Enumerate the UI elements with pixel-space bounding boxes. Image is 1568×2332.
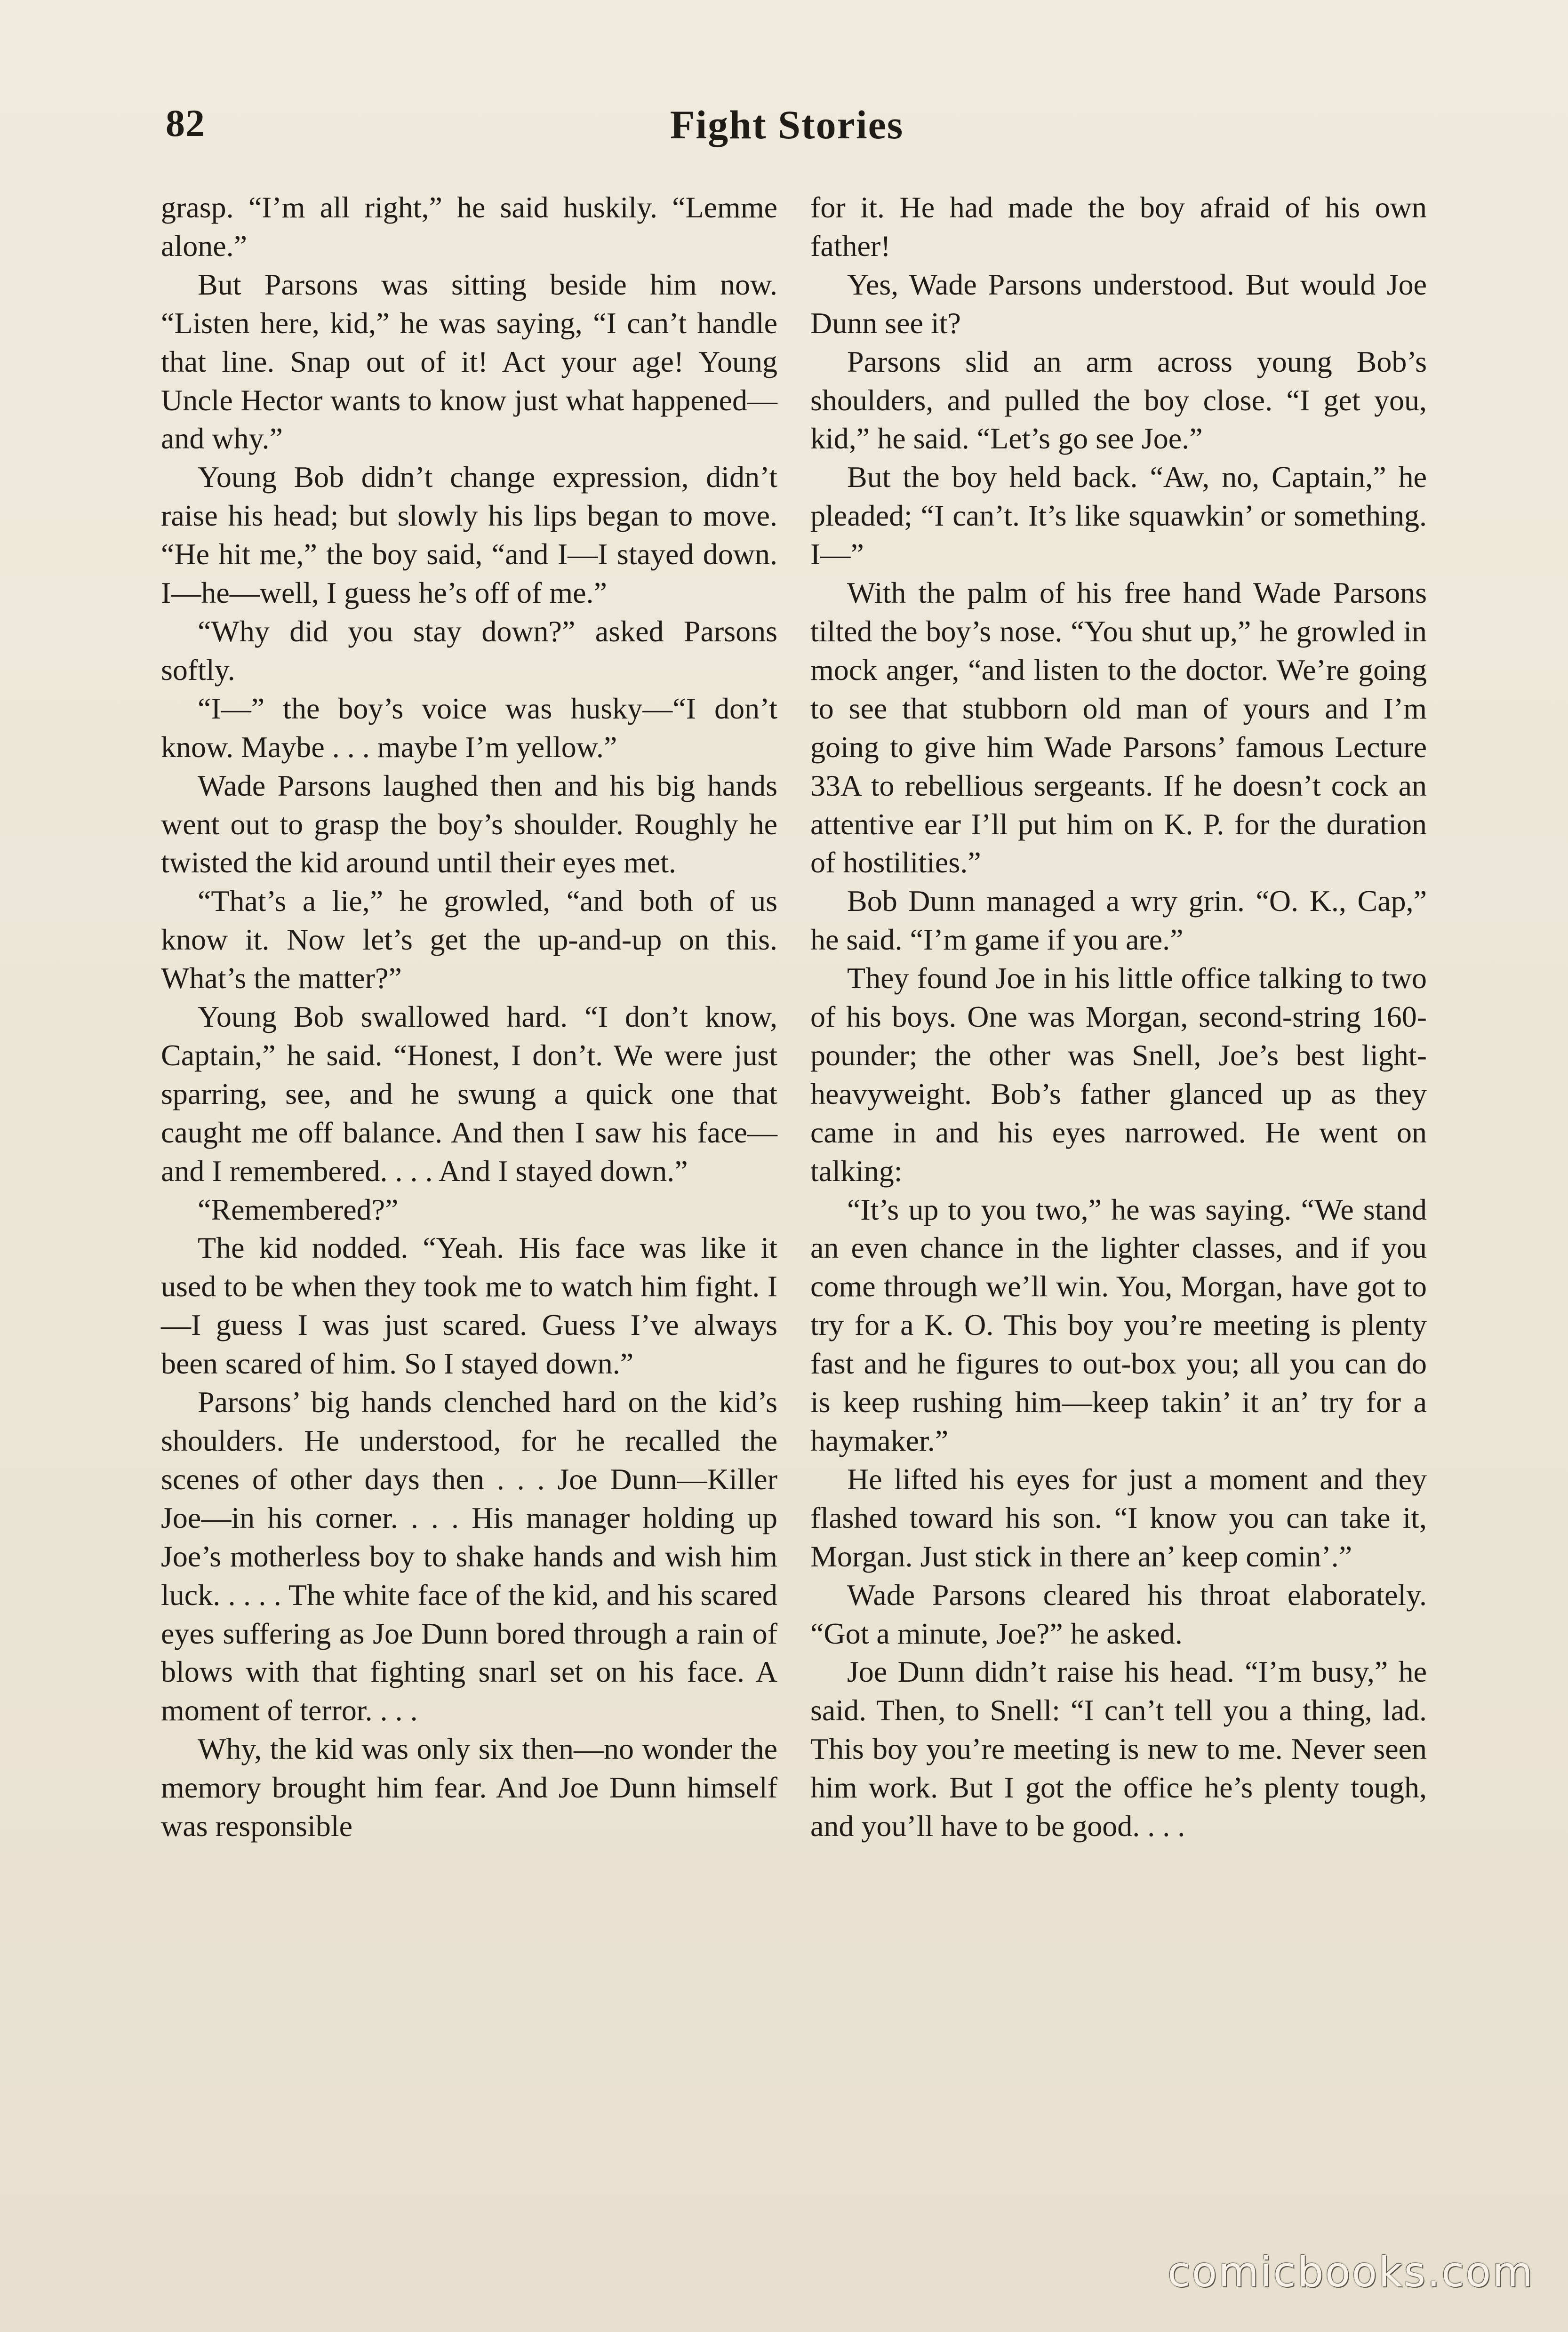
paragraph: But Parsons was sitting beside him now. “Listen here, kid,” he was saying, “I can’t handle that line. Snap out of it! Act your age! Young Uncle Hector wants to know just what happened—and why.” — [161, 267, 777, 455]
paragraph: “Remembered?” — [198, 1192, 399, 1226]
left-text-column — [161, 188, 777, 1845]
paragraph: Bob Dunn managed a wry grin. “O. K., Cap,” he said. “I’m game if you are.” — [810, 884, 1427, 957]
paragraph: But the boy held back. “Aw, no, Captain,” he pleaded; “I can’t. It’s like squawkin’ or something. I—” — [810, 460, 1427, 571]
paragraph: grasp. “I’m all right,” he said huskily. “Lemme alone.” — [161, 191, 777, 263]
paragraph: With the palm of his free hand Wade Parsons tilted the boy’s nose. “You shut up,” he growled in mock anger, “and listen to the doctor. We’re going to see that stubborn old man of yours and I’m going to give him Wade Parsons’ famous Lecture 33A to rebellious sergeants. If he doesn’t cock an attentive ear I’ll put him on K. P. for the duration of hostilities.” — [810, 576, 1427, 879]
paragraph: Young Bob didn’t change expression, didn’t raise his head; but slowly his lips began to move. “He hit me,” the boy said, “and I—I stayed down. I—he—well, I guess he’s off of me.” — [161, 460, 777, 610]
paragraph: He lifted his eyes for just a moment and they flashed toward his son. “I know you can take it, Morgan. Just stick in there an’ keep comin’.” — [810, 1462, 1427, 1573]
paragraph: Joe Dunn didn’t raise his head. “I’m busy,” he said. Then, to Snell: “I can’t tell you a thing, lad. This boy you’re meeting is new to me. Never seen him work. But I got the office he’s plenty tough, and you’ll have to be good. . . . — [810, 1655, 1427, 1843]
paragraph: Wade Parsons laughed then and his big hands went out to grasp the boy’s shoulder. Roughly he twisted the kid around until their eyes met. — [161, 768, 777, 879]
paragraph: Wade Parsons cleared his throat elaborately. “Got a minute, Joe?” he asked. — [810, 1578, 1427, 1650]
page-header — [166, 101, 1408, 153]
paragraph: They found Joe in his little office talking to two of his boys. One was Morgan, second-string 160-pounder; the other was Snell, Joe’s best light-heavyweight. Bob’s father glanced up as they came in and his eyes narrowed. He went on talking: — [810, 961, 1427, 1188]
paragraph: “Why did you stay down?” asked Parsons softly. — [161, 614, 777, 687]
paragraph: Why, the kid was only six then—no wonder the memory brought him fear. And Joe Dunn himself was responsible — [161, 1732, 777, 1843]
running-title: Fight Stories — [670, 102, 904, 147]
paragraph: “It’s up to you two,” he was saying. “We stand an even chance in the lighter classes, and if you come through we’ll win. You, Morgan, have got to try for a K. O. This boy you’re meeting is plenty fast and he figures to out-box you; all you can do is keep rushing him—keep takin’ it an’ try for a haymaker.” — [810, 1192, 1427, 1457]
page-number: 82 — [166, 102, 205, 144]
site-watermark: comicbooks.com — [1167, 2248, 1534, 2296]
paragraph: “That’s a lie,” he growled, “and both of us know it. Now let’s get the up-and-up on this. What’s the matter?” — [161, 884, 777, 995]
paragraph: for it. He had made the boy afraid of his own father! — [810, 191, 1427, 263]
paragraph: Parsons’ big hands clenched hard on the kid’s shoulders. He understood, for he recalled the scenes of other days then . . . Joe Dunn—Killer Joe—in his corner. . . . His manager holding up Joe’s motherless boy to shake hands and wish him luck. . . . . The white face of the kid, and his scared eyes suffering as Joe Dunn bored through a rain of blows with that fighting snarl set on his face. A moment of terror. . . . — [161, 1385, 777, 1727]
paragraph: The kid nodded. “Yeah. His face was like it used to be when they took me to watch him fight. I—I guess I was just scared. Guess I’ve always been scared of him. So I stayed down.” — [161, 1231, 777, 1381]
paragraph: Young Bob swallowed hard. “I don’t know, Captain,” he said. “Honest, I don’t. We were just sparring, see, and he swung a quick one that caught me off balance. And then I saw his face—and I remembered. . . . And I stayed down.” — [161, 1000, 777, 1188]
paragraph: Yes, Wade Parsons understood. But would Joe Dunn see it? — [810, 267, 1427, 340]
paragraph: Parsons slid an arm across young Bob’s shoulders, and pulled the boy close. “I get you, kid,” he said. “Let’s go see Joe.” — [810, 344, 1427, 455]
paragraph: “I—” the boy’s voice was husky—“I don’t know. Maybe . . . maybe I’m yellow.” — [161, 691, 777, 764]
right-text-column — [810, 188, 1427, 1845]
